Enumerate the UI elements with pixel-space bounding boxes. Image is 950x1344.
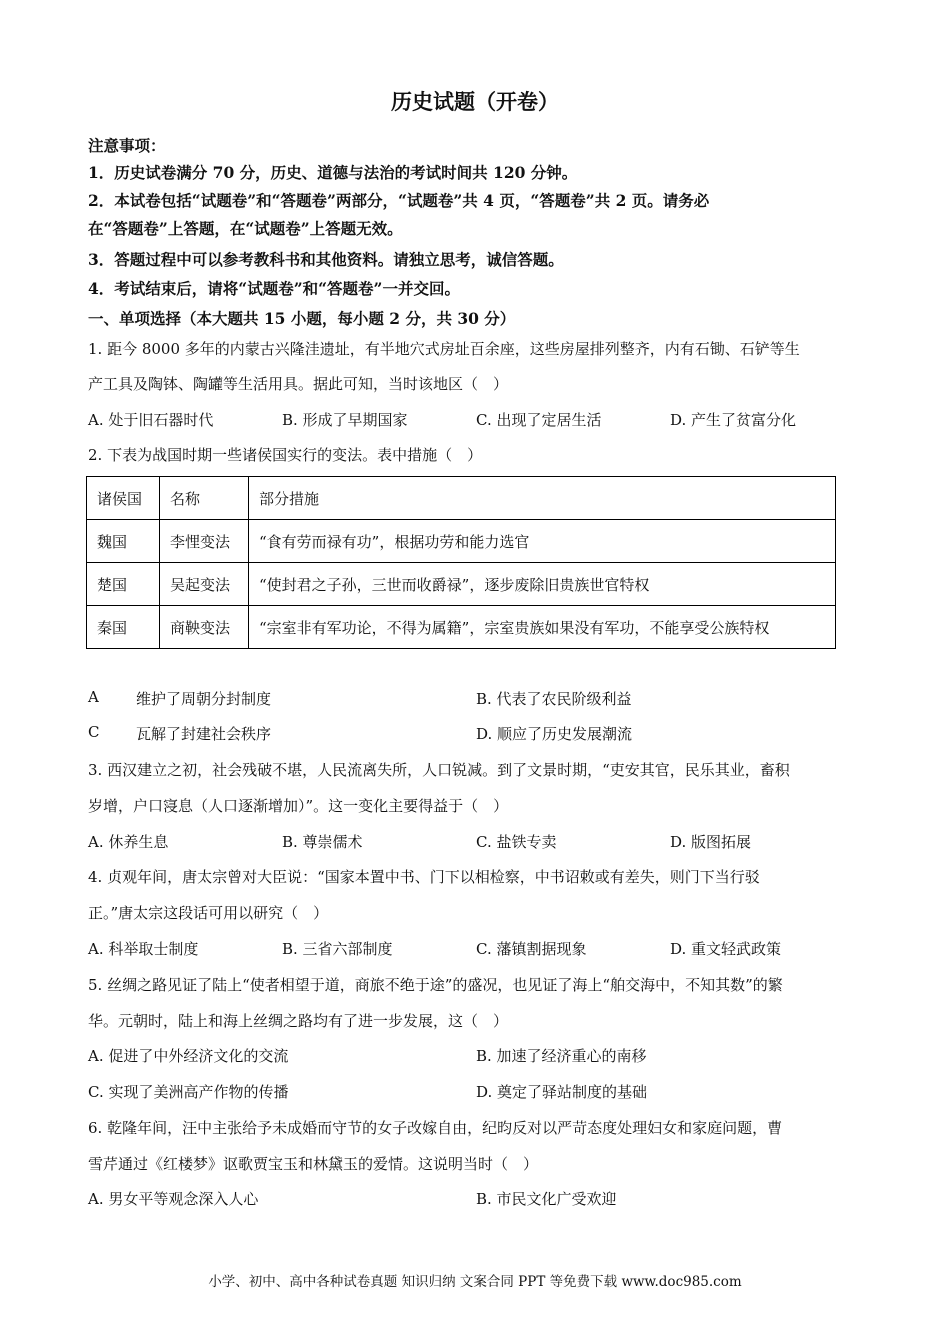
table-header-cell: 部分措施 (249, 477, 836, 520)
q5-stem-line1: 5. 丝绸之路见证了陆上“使者相望于道，商旅不绝于途”的盛况，也见证了海上“舶交海中，不知其数”的繁 (88, 976, 783, 994)
page-title: 历史试题（开卷） (391, 89, 559, 114)
q2-option-a: 维护了周朝分封制度 (136, 690, 272, 708)
q3-option-c: C. 盐铁专卖 (476, 833, 557, 851)
q4-option-a: A. 科举取士制度 (88, 940, 199, 958)
q3-stem-line1: 3. 西汉建立之初，社会残破不堪，人民流离失所，人口锐减。到了文景时期，“吏安其官，民乐其业，畜积 (88, 761, 790, 779)
q1-option-c: C. 出现了定居生活 (476, 411, 602, 429)
note-item-3: 3．答题过程中可以参考教科书和其他资料。请独立思考，诚信答题。 (88, 250, 564, 269)
table-row (87, 520, 836, 563)
notes-heading: 注意事项： (88, 136, 166, 155)
q4-stem-line2: 正。”唐太宗这段话可用以研究（ ） (88, 904, 329, 922)
q1-option-a: A. 处于旧石器时代 (88, 411, 214, 429)
q4-option-d: D. 重文轻武政策 (670, 940, 782, 958)
q3-stem-line2: 岁增，户口寖息（人口逐渐增加）”。这一变化主要得益于（ ） (88, 797, 509, 815)
table-cell: “食有劳而禄有功”，根据功劳和能力选官 (249, 520, 836, 563)
note-item-2-cont: 在“答题卷”上答题，在“试题卷”上答题无效。 (88, 219, 403, 238)
table-row (87, 563, 836, 606)
q5-option-b: B. 加速了经济重心的南移 (476, 1047, 647, 1065)
q4-option-b: B. 三省六部制度 (282, 940, 393, 958)
q6-option-b: B. 市民文化广受欢迎 (476, 1190, 617, 1208)
table-header-cell: 名称 (160, 477, 249, 520)
q3-option-b: B. 尊崇儒术 (282, 833, 363, 851)
q3-option-d: D. 版图拓展 (670, 833, 752, 851)
q6-stem-line1: 6. 乾隆年间，汪中主张给予未成婚而守节的女子改嫁自由，纪昀反对以严苛态度处理妇女和家庭问题，曹 (88, 1119, 783, 1137)
table-cell: 魏国 (87, 520, 160, 563)
table-header-row (87, 477, 836, 520)
note-item-2: 2．本试卷包括“试题卷”和“答题卷”两部分，“试题卷”共 4 页，“答题卷”共 2 页。请务必 (88, 191, 710, 210)
q1-option-d: D. 产生了贫富分化 (670, 411, 797, 429)
q5-stem-line2: 华。元朝时，陆上和海上丝绸之路均有了进一步发展，这（ ） (88, 1012, 509, 1030)
q2-option-c-letter: C (88, 723, 100, 741)
q6-stem-line2: 雪芹通过《红楼梦》讴歌贾宝玉和林黛玉的爱情。这说明当时（ ） (88, 1155, 539, 1173)
table-cell: 李悝变法 (160, 520, 249, 563)
q3-option-a: A. 休养生息 (88, 833, 169, 851)
table-cell: 商鞅变法 (160, 606, 249, 649)
q1-option-b: B. 形成了早期国家 (282, 411, 408, 429)
table-cell: “宗室非有军功论，不得为属籍”，宗室贵族如果没有军功，不能享受公族特权 (249, 606, 836, 649)
q2-option-a-letter: A (88, 688, 99, 706)
q2-stem: 2. 下表为战国时期一些诸侯国实行的变法。表中措施（ ） (88, 446, 483, 464)
section-heading: 一、单项选择（本大题共 15 小题，每小题 2 分，共 30 分） (88, 309, 516, 328)
table-header-cell: 诸侯国 (87, 477, 160, 520)
table-cell: 吴起变法 (160, 563, 249, 606)
q2-option-d: D. 顺应了历史发展潮流 (476, 725, 633, 743)
q1-stem-line1: 1. 距今 8000 多年的内蒙古兴隆洼遗址，有半地穴式房址百余座，这些房屋排列整齐，内有石锄、石铲等生 (88, 340, 800, 358)
q1-stem-line2: 产工具及陶钵、陶罐等生活用具。据此可知，当时该地区（ ） (88, 375, 509, 393)
note-item-4: 4．考试结束后，请将“试题卷”和“答题卷”一并交回。 (88, 279, 460, 298)
table-cell: 楚国 (87, 563, 160, 606)
table-cell: “使封君之子孙，三世而收爵禄”，逐步废除旧贵族世官特权 (249, 563, 836, 606)
q2-option-c: 瓦解了封建社会秩序 (136, 725, 272, 743)
table-row (87, 606, 836, 649)
q2-option-b: B. 代表了农民阶级利益 (476, 690, 632, 708)
q4-stem-line1: 4. 贞观年间，唐太宗曾对大臣说：“国家本置中书、门下以相检察，中书诏敕或有差失，则门下当行驳 (88, 868, 760, 886)
q5-option-c: C. 实现了美洲高产作物的传播 (88, 1083, 289, 1101)
q6-option-a: A. 男女平等观念深入人心 (88, 1190, 259, 1208)
q5-option-a: A. 促进了中外经济文化的交流 (88, 1047, 289, 1065)
q4-option-c: C. 藩镇割据现象 (476, 940, 587, 958)
page-footer: 小学、初中、高中各种试卷真题 知识归纳 文案合同 PPT 等免费下载 www.doc985.com (208, 1274, 742, 1290)
q5-option-d: D. 奠定了驿站制度的基础 (476, 1083, 648, 1101)
note-item-1: 1．历史试卷满分 70 分，历史、道德与法治的考试时间共 120 分钟。 (88, 163, 578, 182)
table-cell: 秦国 (87, 606, 160, 649)
reform-table (86, 476, 836, 649)
